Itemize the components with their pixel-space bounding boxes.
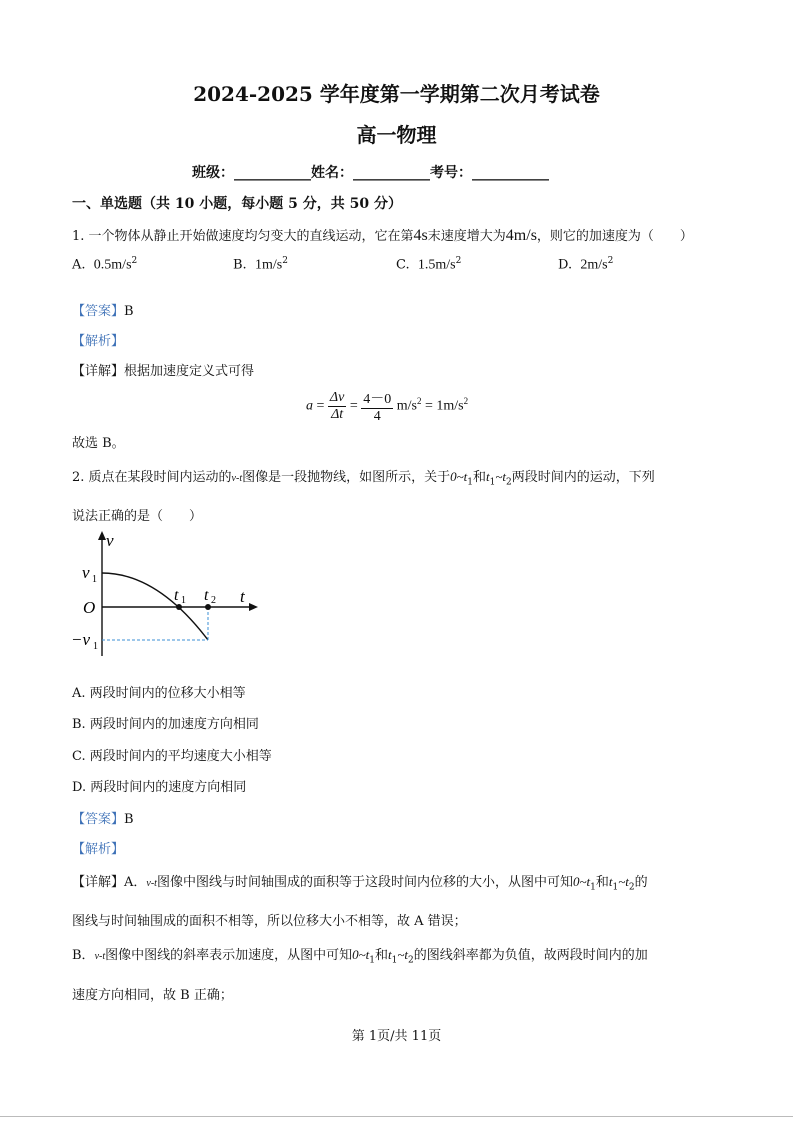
page-bottom-rule	[0, 1116, 793, 1117]
q1-formula: a = $\frac{\Delta v}{\Delta t}$ = $\frac{4-0}{4}$ $m/s^2 = 1m/s^2$	[306, 390, 469, 424]
q1-option-c[interactable]: C. $1.5m/s^2$	[396, 256, 462, 273]
t1-subscript: 1	[181, 595, 186, 606]
t1-label: t	[174, 587, 179, 604]
q1-text-b: 末速度增大为	[427, 229, 506, 244]
exam-title: 2024-2025 学年度第一学期第二次月考试卷	[193, 82, 600, 106]
student-info-line	[192, 162, 549, 182]
section-heading: 一、单选题（共 10 小题，每小题 5 分，共 50 分）	[72, 196, 402, 212]
q2-option-c[interactable]: C. 两段时间内的平均速度大小相等	[72, 749, 272, 764]
v1-subscript: 1	[92, 574, 97, 585]
q1-analysis-tag: 【解析】	[72, 334, 125, 349]
vt-graph	[62, 528, 272, 658]
v1-label: v	[82, 563, 90, 582]
neg-v1-label: −v	[71, 630, 91, 649]
q1-option-b[interactable]: B. $1m/s^2$	[233, 256, 288, 273]
q1-answer	[72, 300, 134, 319]
q2-stem-line2: 说法正确的是（ ）	[72, 509, 203, 524]
q2-detail-b: B．v-t图像中图线的斜率表示加速度，从图中可知$0\sim t_1$和$t_1\sim t_2$的图线斜率都为负值，故两段时间内的加	[72, 947, 648, 966]
q1-time-value: 4s	[413, 227, 428, 244]
q2-answer: 【答案】B	[72, 812, 134, 827]
q1-detail: 【详解】根据加速度定义式可得	[72, 364, 255, 379]
number-label: 考号：	[430, 165, 472, 181]
q2-detail-a-line2: 图线与时间轴围成的面积不相等，所以位移大小不相等，故 A 错误；	[72, 914, 467, 929]
formula-fraction-2: $\frac{4-0}{4}$	[361, 388, 393, 425]
t-axis-arrow	[249, 603, 258, 611]
q1-option-a[interactable]: A. $0.5m/s^2$	[72, 256, 138, 273]
q1-velocity-value: 4m/s	[505, 227, 537, 244]
t-axis-label: t	[240, 587, 245, 606]
q1-stem	[72, 225, 693, 245]
v-axis-arrow	[98, 531, 106, 540]
class-label: 班级：	[192, 165, 234, 181]
number-blank[interactable]: ___________	[472, 165, 549, 181]
v-axis-label: v	[106, 531, 114, 550]
neg-v1-subscript: 1	[93, 641, 98, 652]
q2-detail-a: 【详解】A．v-t图像中图线与时间轴围成的面积等于这段时间内位移的大小，从图中可知$0\sim t_1$和$t_1\sim t_2$的	[72, 874, 648, 893]
q1-text-a: 1. 一个物体从静止开始做速度均匀变大的直线运动，它在第	[72, 229, 414, 244]
name-blank[interactable]: ___________	[353, 165, 430, 181]
q2-stem: 2. 质点在某段时间内运动的v-t图像是一段抛物线，如图所示，关于$0\sim t_1$和$t_1\sim t_2$两段时间内的运动，下列	[72, 469, 655, 488]
class-blank[interactable]: ___________	[234, 165, 311, 181]
answer-tag: 【答案】	[72, 304, 125, 319]
exam-subject: 高一物理	[356, 123, 437, 147]
t2-subscript: 2	[211, 595, 216, 606]
answer-value: B	[124, 304, 134, 319]
q2-option-a[interactable]: A. 两段时间内的位移大小相等	[72, 686, 246, 701]
formula-fraction-1: $\frac{\Delta v}{\Delta t}$	[329, 390, 345, 422]
page-number: 第 1页/共 11页	[351, 1029, 442, 1044]
q1-conclusion: 故选 B。	[72, 436, 125, 451]
q1-option-d[interactable]: D. $2m/s^2$	[558, 256, 614, 273]
name-label: 姓名：	[311, 165, 353, 181]
q2-detail-b-line2: 速度方向相同，故 B 正确；	[72, 988, 233, 1003]
q2-analysis-tag: 【解析】	[72, 842, 125, 857]
q2-option-d[interactable]: D. 两段时间内的速度方向相同	[72, 780, 247, 795]
origin-label: O	[83, 598, 96, 617]
q1-text-c: ，则它的加速度为（ ）	[536, 229, 693, 244]
q2-option-b[interactable]: B. 两段时间内的加速度方向相同	[72, 717, 259, 732]
t2-label: t	[204, 587, 209, 604]
